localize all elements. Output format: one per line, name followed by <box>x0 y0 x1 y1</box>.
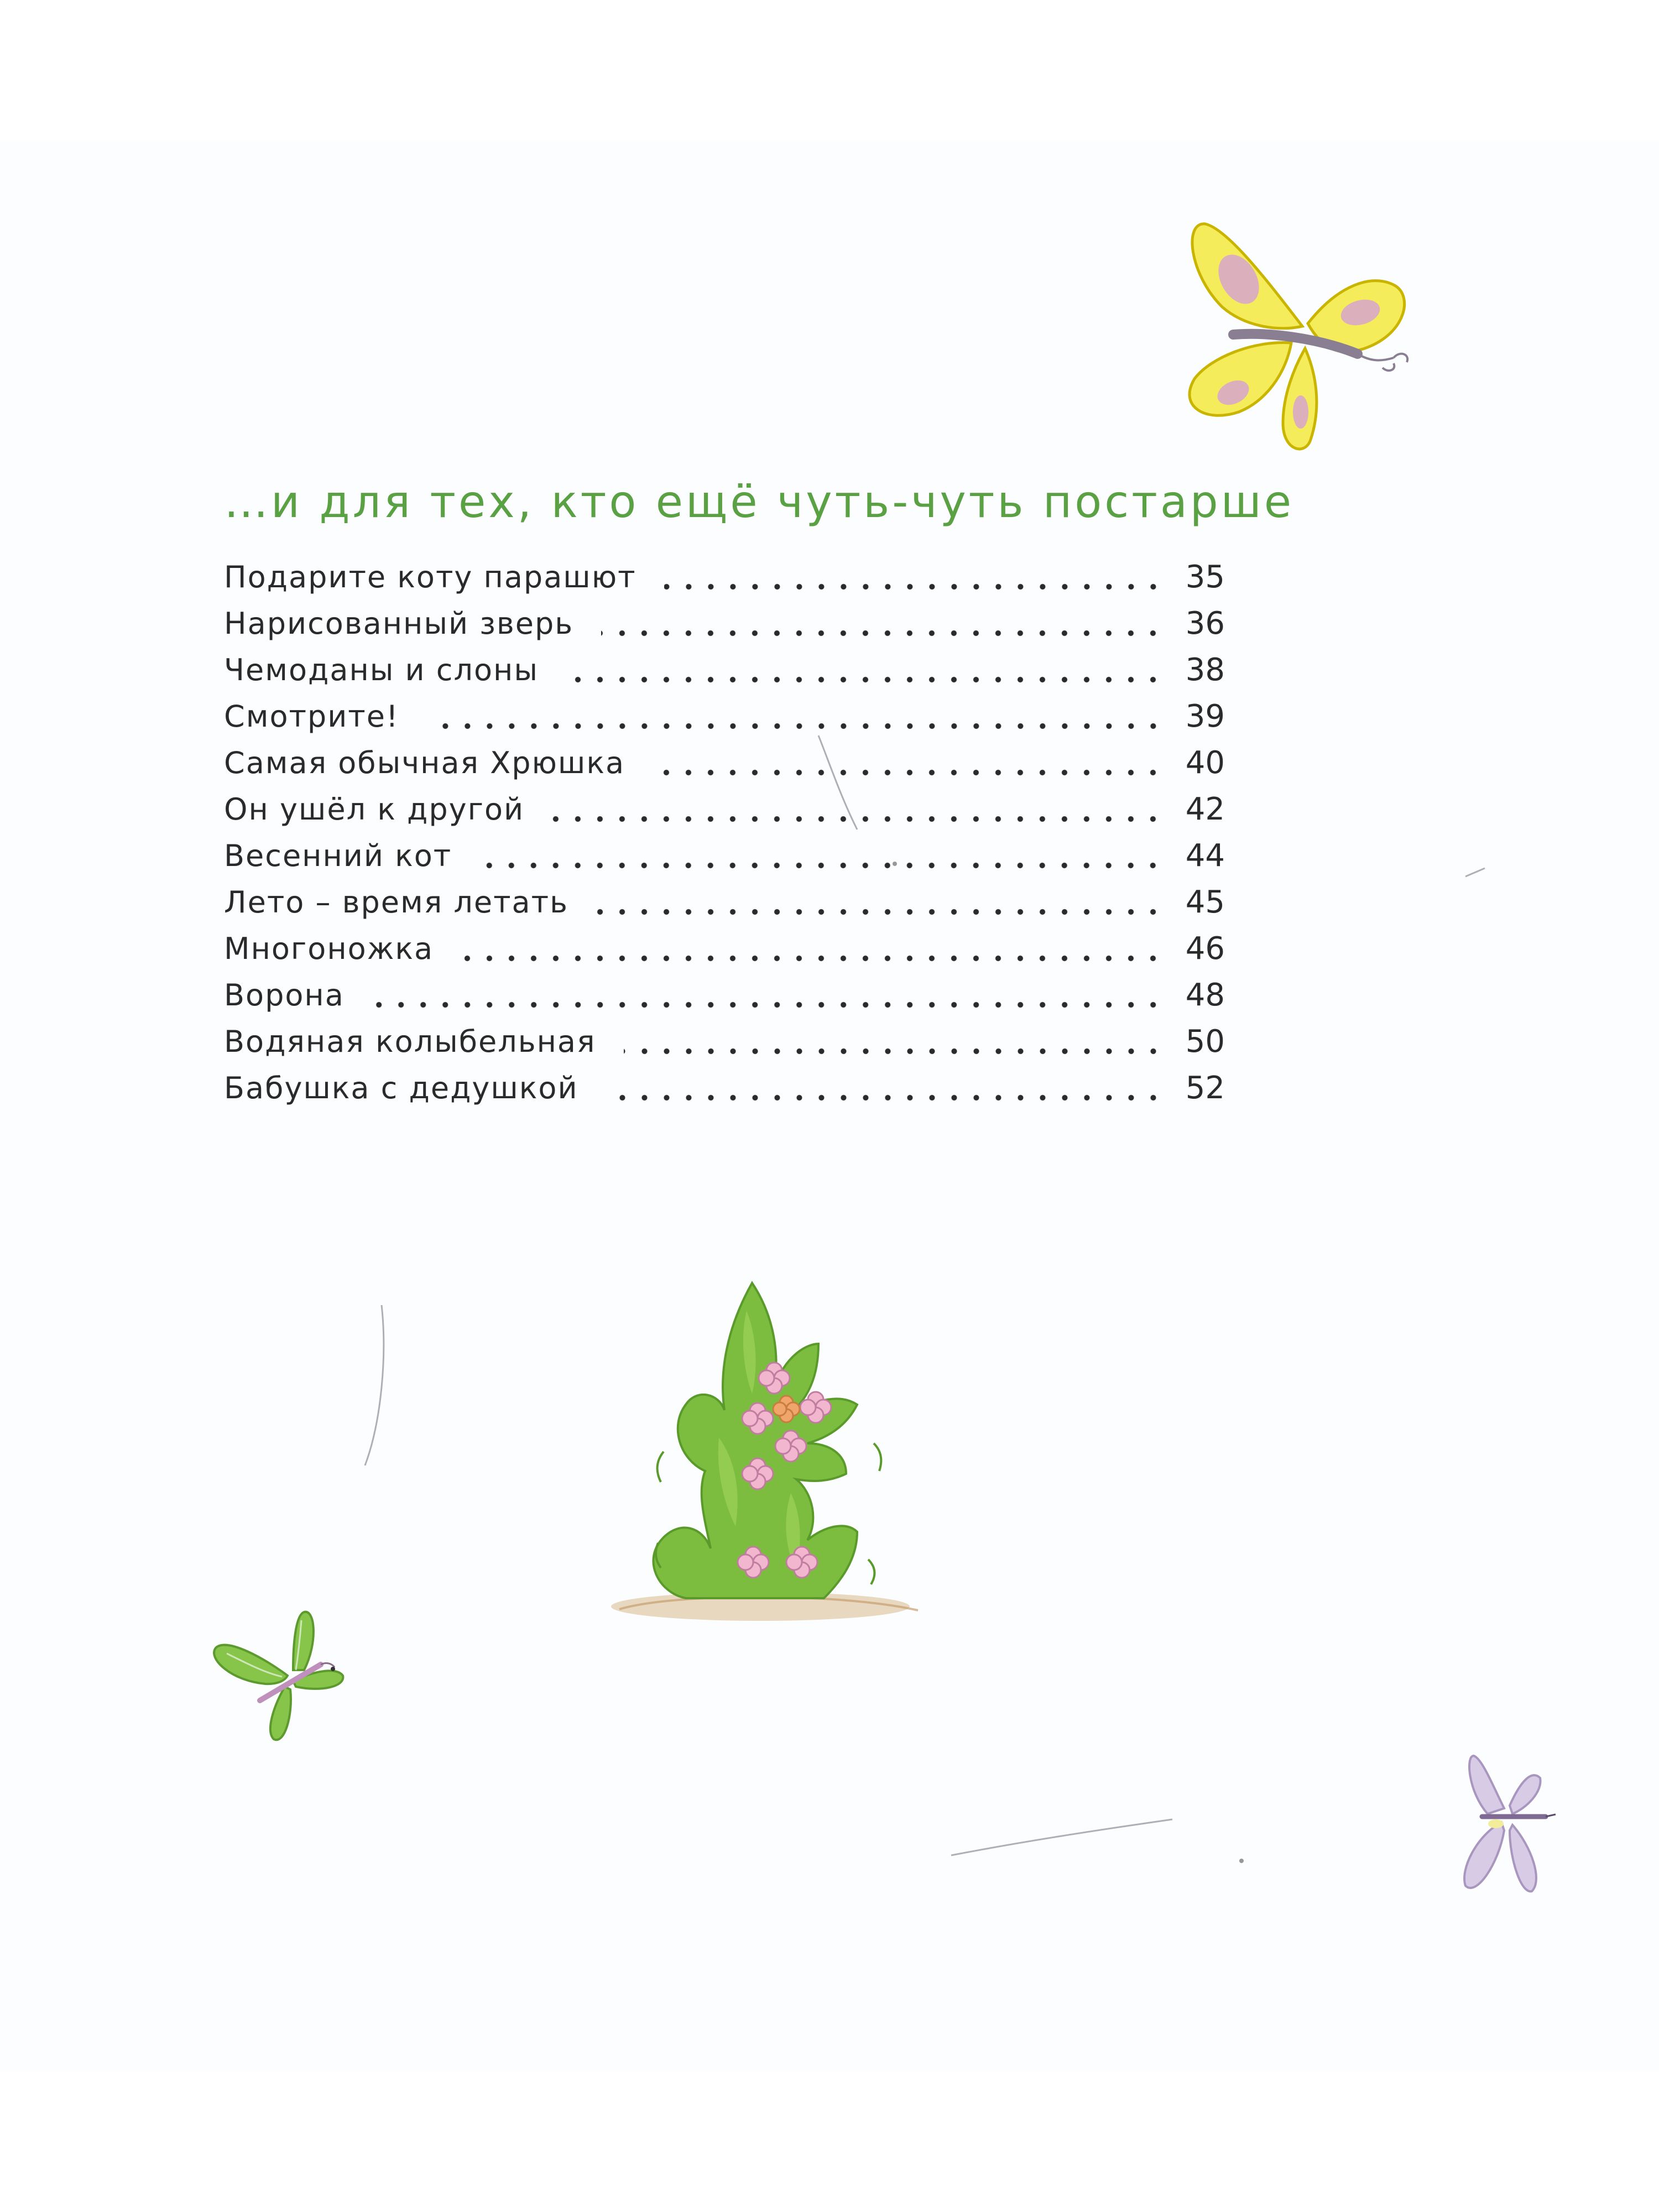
toc-entry-title: Самая обычная Хрюшка <box>224 745 625 780</box>
toc-entry-page: 46 <box>1185 931 1225 967</box>
toc-entry-title: Многоножка <box>224 931 434 966</box>
toc-entry-title: Лето – время летать <box>224 885 568 920</box>
toc-entry-page: 45 <box>1185 884 1225 920</box>
toc-entry-title: Чемоданы и слоны <box>224 653 539 687</box>
toc-entry-page: 44 <box>1185 838 1225 874</box>
toc-entry-title: Ворона <box>224 978 345 1013</box>
toc-entry-page: 35 <box>1185 559 1225 595</box>
toc-entry-title: Весенний кот <box>224 838 452 873</box>
toc-entry-title: Смотрите! <box>224 699 399 734</box>
toc-entry-page: 48 <box>1185 977 1225 1013</box>
toc-entry-title: Он ушёл к другой <box>224 792 525 827</box>
toc-entry-page: 38 <box>1185 652 1225 688</box>
toc-entry-title: Нарисованный зверь <box>224 606 574 641</box>
toc-entry-page: 52 <box>1185 1070 1225 1106</box>
toc-entry-page: 39 <box>1185 698 1225 734</box>
toc-entry-page: 50 <box>1185 1024 1225 1060</box>
toc-heading: …и для тех, кто ещё чуть-чуть постарше <box>224 476 1295 528</box>
toc-entry-page: 40 <box>1185 745 1225 781</box>
toc-entry-title: Бабушка с дедушкой <box>224 1071 578 1105</box>
toc-entry-title: Подарите коту парашют <box>224 560 637 594</box>
toc-entry-page: 36 <box>1185 606 1225 641</box>
toc-entry-page: 42 <box>1185 791 1225 827</box>
toc-entry-title: Водяная колыбельная <box>224 1024 596 1059</box>
